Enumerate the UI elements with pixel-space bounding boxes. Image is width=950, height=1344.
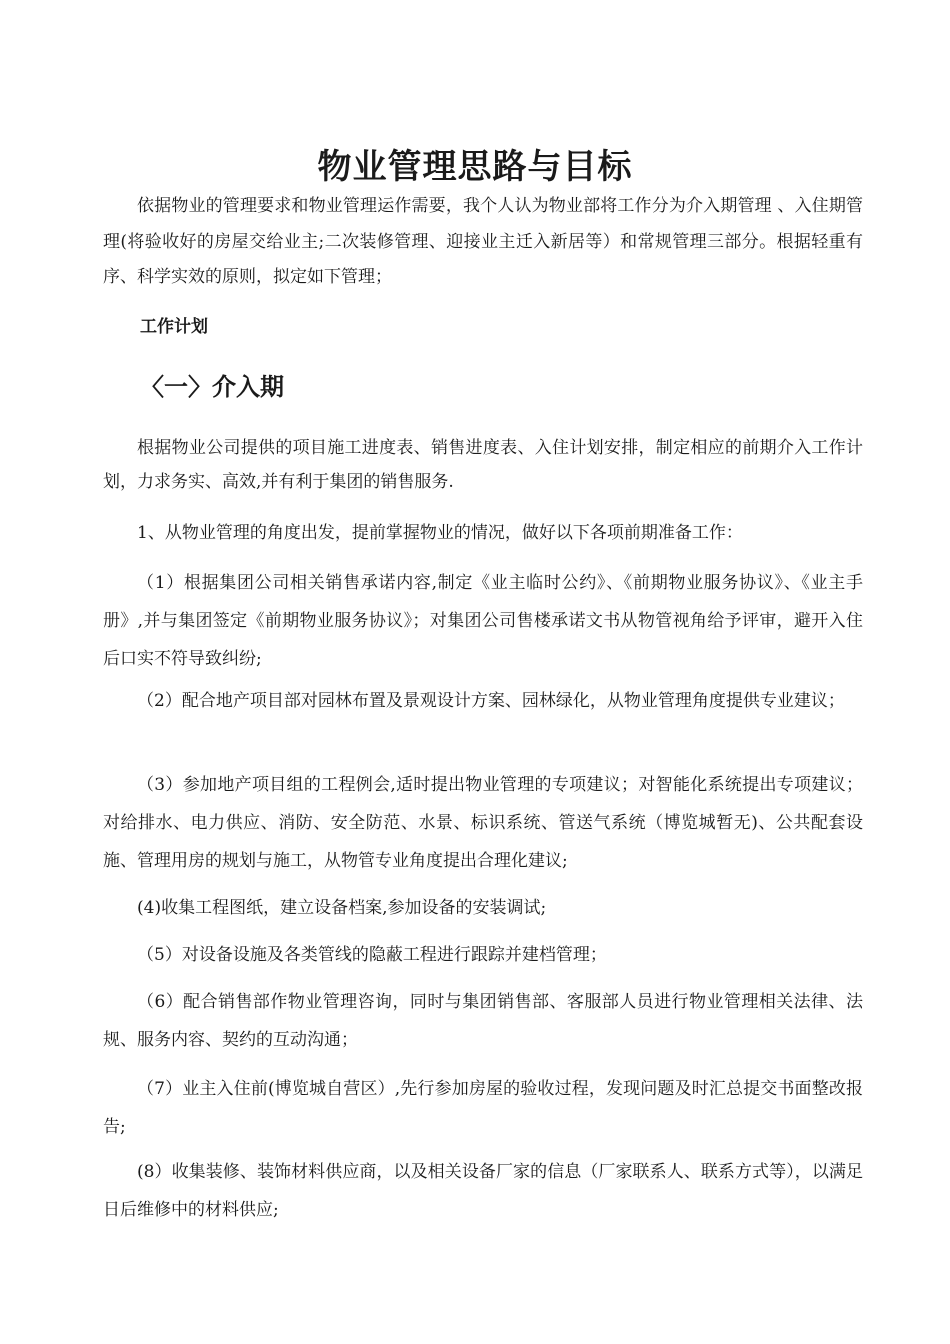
sub-item-1: （1）根据集团公司相关销售承诺内容,制定《业主临时公约》、《前期物业服务协议》、《业主手册》,并与集团签定《前期物业服务协议》；对集团公司售楼承诺文书从物管视角给予评审，避开入住后口实不符导致纠纷; [103, 573, 863, 669]
section-intro-paragraph: 根据物业公司提供的项目施工进度表、销售进度表、入住计划安排，制定相应的前期介入工作计划，力求务实、高效,并有利于集团的销售服务. [103, 438, 863, 492]
sub-item-4: (4)收集工程图纸，建立设备档案,参加设备的安装调试; [137, 898, 547, 918]
work-plan-heading: 工作计划 [140, 317, 208, 337]
sub-item-8: (8）收集装修、装饰材料供应商，以及相关设备厂家的信息（厂家联系人、联系方式等），以满足日后维修中的材料供应; [103, 1162, 863, 1220]
intro-paragraph: 依据物业的管理要求和物业管理运作需要，我个人认为物业部将工作分为介入期管理 、入住期管理(将验收好的房屋交给业主;二次装修管理、迎接业主迁入新居等）和常规管理三部分。根据轻重有序、科学实效的原则，拟定如下管理； [103, 196, 863, 287]
document-title: 物业管理思路与目标 [317, 147, 633, 187]
sub-item-6: （6）配合销售部作物业管理咨询，同时与集团销售部、客服部人员进行物业管理相关法律、法规、服务内容、契约的互动沟通； [103, 992, 863, 1050]
sub-item-7: （7）业主入住前(博览城自营区）,先行参加房屋的验收过程，发现问题及时汇总提交书面整改报告; [103, 1079, 863, 1137]
sub-item-2: （2）配合地产项目部对园林布置及景观设计方案、园林绿化，从物业管理角度提供专业建议； [137, 691, 845, 711]
list-item-1: 1、从物业管理的角度出发，提前掌握物业的情况，做好以下各项前期准备工作： [137, 523, 743, 543]
sub-item-3: （3）参加地产项目组的工程例会,适时提出物业管理的专项建议；对智能化系统提出专项建议；对给排水、电力供应、消防、安全防范、水景、标识系统、管送气系统（博览城暂无)、公共配套设施、管理用房的规划与施工，从物管专业角度提出合理化建议; [103, 775, 863, 871]
section-heading-intervention: 〈一〉介入期 [140, 373, 284, 401]
sub-item-5: （5）对设备设施及各类管线的隐蔽工程进行跟踪并建档管理； [137, 945, 607, 965]
